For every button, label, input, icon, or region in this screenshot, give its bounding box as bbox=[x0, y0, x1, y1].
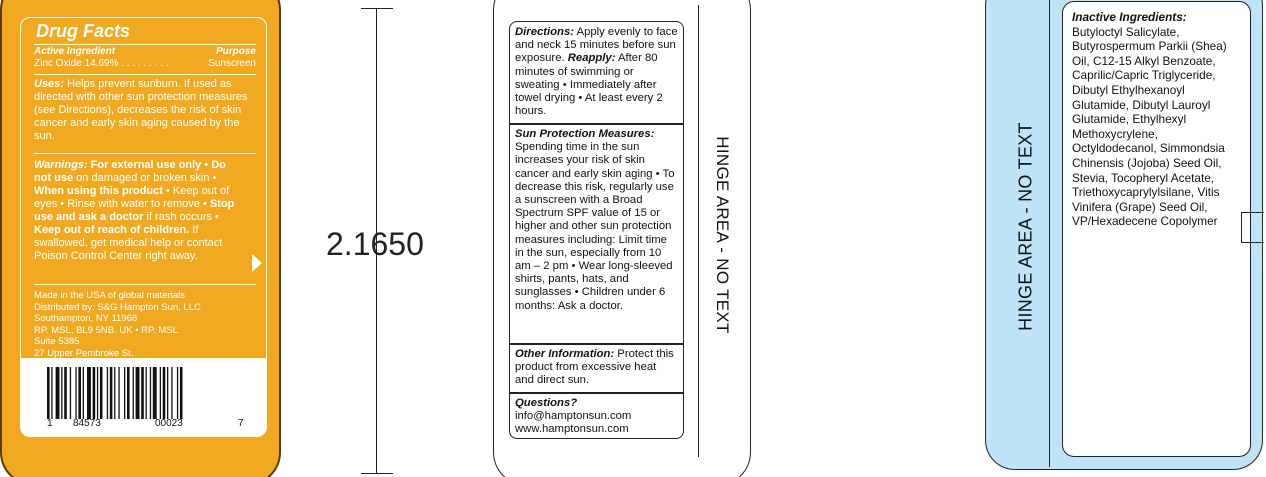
barcode-bar bbox=[93, 367, 96, 419]
barcode-bar bbox=[110, 367, 113, 419]
barcode bbox=[47, 367, 247, 419]
barcode-bar bbox=[97, 367, 98, 419]
back-info-box bbox=[509, 21, 684, 439]
drug-facts-panel bbox=[0, 0, 281, 477]
other-info-text: Protect this product from excessive heat and direct sun. bbox=[515, 348, 674, 387]
warnings-label: Warnings: bbox=[34, 159, 88, 171]
uses-text: Helps prevent sunburn. If used as directed with other sun protection measures (see Directions), decreases the risk of skin cancer and early skin aging caused by the sun. bbox=[34, 78, 248, 142]
sun-protection-text: Spending time in the sun increases your risk of skin cancer and early skin aging • To decrease this risk, regularly use a sunscreen with a Broad Spectrum SPF value of 15 or higher and other sun protection measures including: Limit time in the sun, especially from 10 am – 2 pm • Wear long-sleeved shirts, pants, hats, and sunglasses • Children under 6 months: Ask a doctor. bbox=[515, 141, 675, 312]
other-info-label: Other Information: bbox=[515, 348, 615, 360]
dimension-cap bbox=[361, 473, 393, 474]
street-text: 27 Upper Pembroke St. bbox=[34, 347, 134, 359]
barcode-digit: 84573 bbox=[73, 418, 101, 429]
barcode-bar bbox=[114, 367, 115, 419]
barcode-bar bbox=[136, 367, 140, 419]
barcode-bar bbox=[167, 367, 168, 419]
barcode-bar bbox=[124, 367, 125, 419]
barcode-bar bbox=[153, 367, 157, 419]
hinge-label: HINGE AREA - NO TEXT bbox=[1015, 122, 1036, 331]
uses-label: Uses: bbox=[34, 78, 64, 90]
barcode-digit: 7 bbox=[238, 418, 244, 429]
barcode-area bbox=[21, 358, 266, 436]
hinge-label: HINGE AREA - NO TEXT bbox=[713, 136, 732, 334]
divider bbox=[34, 44, 256, 45]
warnings-text: if rash occurs • bbox=[143, 211, 219, 223]
barcode-digit: 00023 bbox=[155, 418, 183, 429]
barcode-bar bbox=[160, 367, 161, 419]
city-text: Southampton, NY 11968 bbox=[34, 313, 138, 324]
active-ingredient-heading: Active Ingredient bbox=[34, 46, 116, 57]
email-text: info@hamptonsun.com bbox=[515, 410, 632, 423]
barcode-bar bbox=[177, 367, 178, 419]
barcode-bar bbox=[78, 367, 81, 419]
barcode-bar bbox=[141, 367, 144, 419]
reapply-label: Reapply: bbox=[567, 52, 616, 65]
directions-label: Directions: bbox=[515, 26, 575, 38]
hinge-divider bbox=[698, 5, 699, 457]
warnings-text: If swallowed, get medical help or contact Poison Control Center right away. bbox=[34, 224, 223, 262]
barcode-bar bbox=[171, 367, 172, 419]
inactive-ingredients-label: Inactive Ingredients: bbox=[1072, 10, 1187, 24]
drug-facts-title: Drug Facts bbox=[36, 21, 131, 41]
divider bbox=[510, 123, 683, 125]
purpose-value: Sunscreen bbox=[208, 58, 256, 69]
divider bbox=[34, 153, 256, 154]
warnings-text: For external use only • Do not use bbox=[34, 159, 226, 184]
barcode-bar bbox=[56, 367, 60, 419]
drug-facts-box bbox=[20, 17, 267, 437]
inactive-ingredients bbox=[1072, 10, 1244, 229]
sun-protection-section bbox=[515, 128, 678, 313]
barcode-bar bbox=[47, 367, 50, 419]
barcode-bar bbox=[127, 367, 130, 419]
uses-section bbox=[34, 78, 256, 143]
warnings-text: • Keep out of eyes • Rinse with water to remove • bbox=[34, 185, 230, 210]
barcode-bar bbox=[64, 367, 67, 419]
back-panel bbox=[493, 0, 751, 477]
warnings-section bbox=[34, 159, 246, 263]
barcode-bar bbox=[75, 367, 76, 419]
warnings-text: When using this product bbox=[34, 185, 163, 197]
barcode-bar bbox=[146, 367, 147, 419]
barcode-bar bbox=[163, 367, 166, 419]
barcode-bar bbox=[83, 367, 84, 419]
continue-arrow-icon bbox=[252, 254, 262, 272]
other-info-section bbox=[515, 348, 678, 388]
barcode-bar bbox=[87, 367, 91, 419]
questions-label: Questions? bbox=[515, 397, 578, 409]
barcode-bar bbox=[180, 367, 183, 419]
divider bbox=[510, 392, 683, 394]
directions-text: After 80 minutes of swimming or sweating • Immediately after towel drying • At least every 2 hours. bbox=[515, 52, 663, 118]
divider bbox=[510, 343, 683, 345]
active-ingredient-header bbox=[34, 46, 256, 57]
divider bbox=[34, 74, 256, 75]
website-text: www.hamptonsun.com bbox=[515, 423, 629, 436]
fold-mark bbox=[1241, 242, 1264, 243]
inactive-ingredients-box bbox=[1062, 1, 1251, 457]
purpose-heading: Purpose bbox=[215, 46, 256, 57]
made-in-text: Made in the USA of global materials bbox=[34, 290, 186, 301]
sun-protection-label: Sun Protection Measures: bbox=[515, 128, 655, 140]
barcode-digit: 1 bbox=[47, 418, 53, 429]
barcode-bar bbox=[61, 367, 62, 419]
distributor-text: Distributed by: S&G Hampton Sun, LLC bbox=[34, 301, 201, 313]
inactive-ingredients-text: Butyloctyl Salicylate, Butyrospermum Parkii (Shea) Oil, C12-15 Alkyl Benzoate, Caprilic/Capric Triglyceride, Dibutyl Ethylhexanoyl Glutamide, Dibutyl Lauroyl Glutamide, Ethylhexyl Methoxycrylene, Octyldodecanol, Simmondsia Chinensis (Jojoba) Seed Oil, Stevia, Tocopheryl Acetate, Triethoxycaprylylsilane, Vitis Vinifera (Grape) Seed Oil, VP/Hexadecene Copolymer bbox=[1072, 24, 1227, 229]
active-ingredient-row bbox=[34, 58, 256, 69]
directions-text: Apply evenly to face and neck 15 minutes before sun exposure. bbox=[515, 26, 678, 65]
rp-text: RP. MSL, BL9 5NB. UK • RP. MSL bbox=[34, 324, 178, 336]
barcode-bar bbox=[150, 367, 151, 419]
inactive-panel bbox=[985, 0, 1263, 470]
fold-mark bbox=[1241, 212, 1264, 213]
dimension-value: 2.1650 bbox=[326, 226, 424, 262]
barcode-bar bbox=[118, 367, 119, 419]
barcode-bar bbox=[70, 367, 71, 419]
questions-section bbox=[515, 397, 678, 437]
active-ingredient-value: Zinc Oxide 14.69% . . . . . . . . . bbox=[34, 58, 169, 69]
warnings-text: Stop use and ask a doctor bbox=[34, 198, 235, 223]
warnings-text: Keep out of reach of children. bbox=[34, 224, 190, 236]
suite-text: Suite 5385 bbox=[34, 336, 80, 347]
fold-mark bbox=[1241, 212, 1242, 242]
warnings-text: on damaged or broken skin • bbox=[73, 172, 217, 184]
dimension-cap bbox=[361, 8, 393, 9]
directions-section bbox=[515, 26, 678, 118]
hinge-divider bbox=[1049, 0, 1050, 467]
barcode-bar bbox=[51, 367, 52, 419]
divider bbox=[34, 284, 256, 285]
barcode-bar bbox=[107, 367, 108, 419]
barcode-bar bbox=[100, 367, 103, 419]
barcode-bar bbox=[133, 367, 134, 419]
